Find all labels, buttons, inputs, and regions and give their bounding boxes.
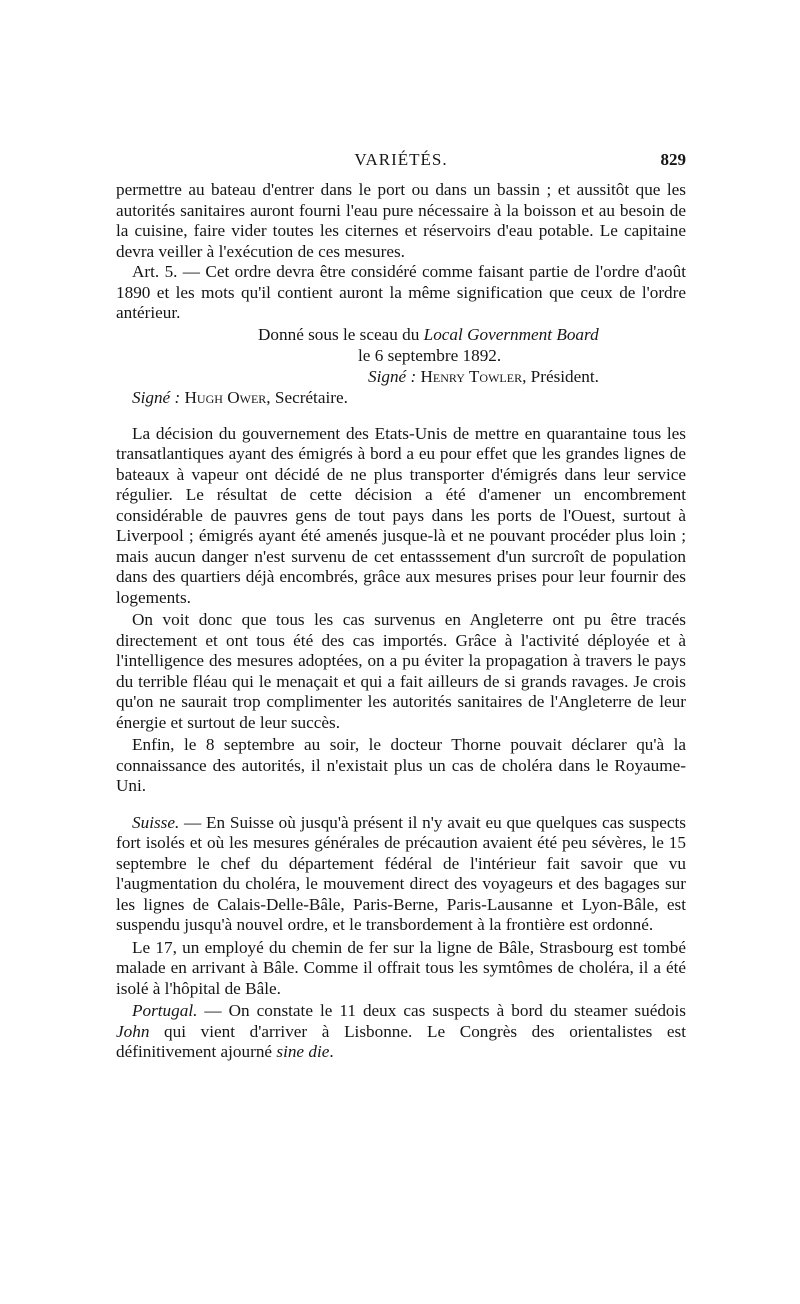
running-head bbox=[116, 150, 686, 180]
portugal-text-a: — On constate le 11 deux cas suspects à bord du steamer suédois bbox=[197, 1001, 686, 1020]
signer-title: , Secrétaire. bbox=[266, 387, 348, 407]
paragraph-portugal bbox=[116, 1001, 686, 1063]
signer-name: Hugh Ower bbox=[184, 387, 267, 407]
latin-phrase: sine die bbox=[276, 1042, 330, 1061]
page bbox=[116, 150, 686, 1063]
paragraph-suisse bbox=[116, 813, 686, 936]
signer-title: , Président. bbox=[522, 366, 599, 386]
signature-block bbox=[116, 324, 686, 408]
paragraph-article-5: Art. 5. — Cet ordre devra être considéré comme faisant partie de l'ordre d'août 1890 et les mots qu'il contient auront la même signification que ceux de l'ordre antérieur. bbox=[116, 262, 686, 322]
seal-prefix: Donné sous le sceau du bbox=[258, 324, 424, 344]
running-title: VARIÉTÉS. bbox=[354, 150, 448, 169]
board-name: Local Government Board bbox=[423, 324, 599, 344]
section-label-suisse: Suisse. bbox=[132, 812, 180, 832]
paragraph-imported-cases: On voit donc que tous les cas survenus en Angleterre ont pu être tracés directement et ont tous été des cas importés. Grâce à l'activité déployée et à l'intelligence des mesures adoptées, on a pu éviter la propagation à travers le pays du terrible fléau qui le menaçait et qui a fait ailleurs de si grands ravages. Je crois qu'on ne saurait trop complimenter les autorités sanitaires de l'Angleterre de leur énergie et surtout de leur succès. bbox=[116, 610, 686, 732]
portugal-text-c: . bbox=[329, 1042, 334, 1061]
paragraph-continued: permettre au bateau d'entrer dans le port ou dans un bassin ; et aussitôt que les autorités sanitaires auront fourni l'eau pure nécessaire à la boisson et au besoin de la cuisine, faire vider toutes les citernes et réservoirs d'eau potable. Le capitaine devra veiller à l'exécution de ces mesures. bbox=[116, 180, 686, 261]
date-line: le 6 septembre 1892. bbox=[358, 345, 502, 365]
paragraph-september-8: Enfin, le 8 septembre au soir, le docteur Thorne pouvait déclarer qu'à la connaissance des autorités, il n'existait plus un cas de choléra dans le Royaume-Uni. bbox=[116, 735, 686, 795]
signature-secretary bbox=[116, 387, 686, 408]
signed-label: Signé : bbox=[132, 387, 181, 407]
signed-label: Signé : bbox=[368, 366, 417, 386]
signer-name: Henry Towler bbox=[420, 366, 523, 386]
ship-name: John bbox=[116, 1021, 150, 1041]
paragraph-quarantine: La décision du gouvernement des Etats-Unis de mettre en quarantaine tous les transatlantiques ayant des émigrés à bord a eu pour effet que les grandes lignes de bateaux à vapeur ont décidé de ne plus transporter d'émigrés dans leur service régulier. Le résultat de cette décision a été d'amener un encombrement considérable de pauvres gens de tout pays dans les ports de l'Ouest, surtout à Liverpool ; émigrés ayant été amenés jusque-là et ne pouvant procéder plus loin ; mais aucun danger n'est survenu de cet entasssement d'un surcroît de population dans des quartiers déjà encombrés, grâce aux mesures prises pour leur fournir des logements. bbox=[116, 423, 686, 607]
seal-line bbox=[116, 324, 686, 345]
paragraph-basle: Le 17, un employé du chemin de fer sur la ligne de Bâle, Strasbourg est tombé malade en arrivant à Bâle. Comme il offrait tous les symtômes de choléra, il a été isolé à l'hôpital de Bâle. bbox=[116, 937, 686, 998]
portugal-text-b: qui vient d'arriver à Lisbonne. Le Congrès des orientalistes est définitivement ajourné bbox=[116, 1021, 686, 1061]
section-label-portugal: Portugal. bbox=[132, 1001, 198, 1020]
page-number: 829 bbox=[660, 150, 686, 169]
suisse-text: — En Suisse où jusqu'à présent il n'y avait eu que quelques cas suspects fort isolés et où les mesures générales de précaution avaient été peu sévères, le 15 septembre le chef du département fédéral de l'intérieur fait savoir que vu l'augmentation du choléra, le mouvement direct des voyageurs et des bagages sur les lignes de Calais-Delle-Bâle, Paris-Berne, Paris-Lausanne et Lyon-Bâle, est suspendu jusqu'à nouvel ordre, et le transbordement à la frontière est ordonné. bbox=[116, 812, 686, 934]
signature-president bbox=[116, 366, 686, 387]
